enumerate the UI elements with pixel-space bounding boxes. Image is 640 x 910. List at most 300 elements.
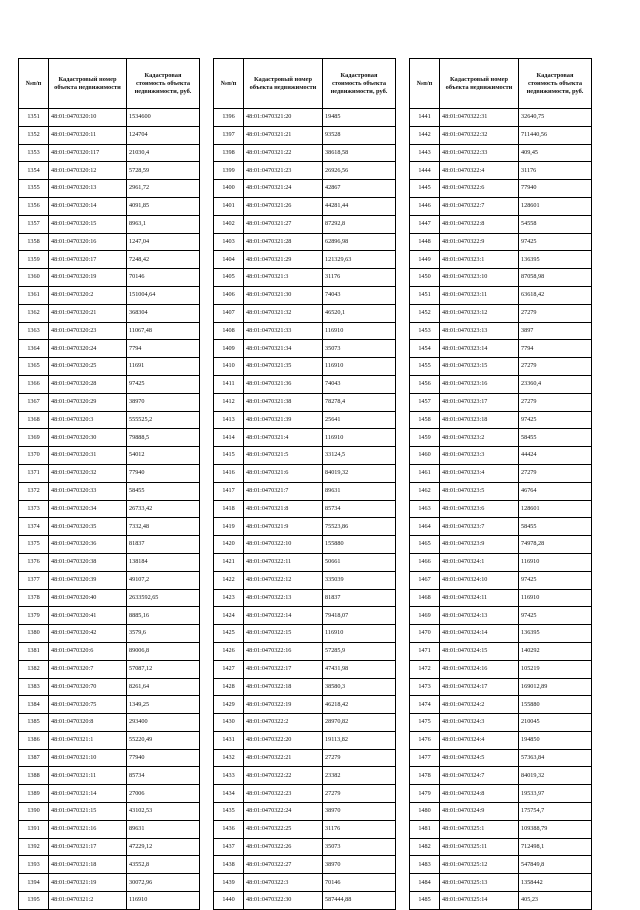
cell-cadastral-value: 5728,59 xyxy=(127,162,200,180)
cell-cadastral-number: 48:01:0470322:10 xyxy=(244,536,323,554)
cell-row-number: 1375 xyxy=(19,536,49,554)
table-row xyxy=(214,482,396,500)
table-row xyxy=(19,625,200,643)
cell-row-number: 1361 xyxy=(19,286,49,304)
cell-cadastral-number: 48:01:0470323:9 xyxy=(440,536,519,554)
cell-row-number: 1457 xyxy=(410,393,440,411)
cell-cadastral-value: 4091,85 xyxy=(127,197,200,215)
cell-cadastral-number: 48:01:0470321:4 xyxy=(244,429,323,447)
cell-cadastral-number: 48:01:0470322:19 xyxy=(244,696,323,714)
table-row xyxy=(214,767,396,785)
cell-cadastral-value: 77940 xyxy=(519,180,592,198)
cell-row-number: 1379 xyxy=(19,607,49,625)
table-row xyxy=(410,589,592,607)
cell-cadastral-value: 7794 xyxy=(127,340,200,358)
cell-cadastral-value: 405,23 xyxy=(519,892,592,910)
cell-cadastral-value: 26926,56 xyxy=(323,162,396,180)
cell-cadastral-value: 35073 xyxy=(323,838,396,856)
cell-cadastral-number: 48:01:0470322:4 xyxy=(440,162,519,180)
cell-cadastral-number: 48:01:0470325:11 xyxy=(440,838,519,856)
cell-cadastral-value: 97425 xyxy=(519,411,592,429)
cell-cadastral-number: 48:01:0470322:33 xyxy=(440,144,519,162)
table-row xyxy=(410,856,592,874)
cell-cadastral-number: 48:01:0470324:7 xyxy=(440,767,519,785)
cell-row-number: 1385 xyxy=(19,714,49,732)
cell-cadastral-value: 74978,28 xyxy=(519,536,592,554)
table-row xyxy=(410,411,592,429)
table-row xyxy=(19,536,200,554)
cell-cadastral-value: 712498,1 xyxy=(519,838,592,856)
table-row xyxy=(19,607,200,625)
cell-cadastral-number: 48:01:0470321:38 xyxy=(244,393,323,411)
cell-cadastral-value: 87058,98 xyxy=(519,269,592,287)
cell-row-number: 1364 xyxy=(19,340,49,358)
cell-cadastral-number: 48:01:0470321:2 xyxy=(49,892,127,910)
cell-row-number: 1453 xyxy=(410,322,440,340)
cell-row-number: 1485 xyxy=(410,892,440,910)
cell-cadastral-number: 48:01:0470325:14 xyxy=(440,892,519,910)
table-row xyxy=(410,874,592,892)
table-row xyxy=(19,464,200,482)
cell-row-number: 1421 xyxy=(214,553,244,571)
cell-cadastral-number: 48:01:0470320:25 xyxy=(49,358,127,376)
table-row xyxy=(410,197,592,215)
table-row xyxy=(19,269,200,287)
cell-row-number: 1400 xyxy=(214,180,244,198)
cell-row-number: 1354 xyxy=(19,162,49,180)
cell-cadastral-value: 46520,1 xyxy=(323,304,396,322)
table-row xyxy=(214,607,396,625)
cell-cadastral-value: 97425 xyxy=(519,233,592,251)
table-row xyxy=(410,180,592,198)
cell-cadastral-value: 1247,04 xyxy=(127,233,200,251)
cell-cadastral-number: 48:01:0470320:34 xyxy=(49,500,127,518)
cell-row-number: 1419 xyxy=(214,518,244,536)
cell-cadastral-value: 3579,6 xyxy=(127,625,200,643)
cell-cadastral-value: 28970,82 xyxy=(323,714,396,732)
cell-row-number: 1478 xyxy=(410,767,440,785)
cell-row-number: 1367 xyxy=(19,393,49,411)
table-row xyxy=(410,571,592,589)
cell-row-number: 1467 xyxy=(410,571,440,589)
header-num: №п/п xyxy=(214,59,244,109)
table-row xyxy=(19,553,200,571)
cell-cadastral-value: 293400 xyxy=(127,714,200,732)
table-row xyxy=(19,126,200,144)
cell-cadastral-value: 44281,44 xyxy=(323,197,396,215)
cell-row-number: 1479 xyxy=(410,785,440,803)
cell-cadastral-value: 33124,5 xyxy=(323,447,396,465)
table-row xyxy=(214,571,396,589)
cell-cadastral-number: 48:01:0470320:11 xyxy=(49,126,127,144)
cell-cadastral-value: 27279 xyxy=(519,358,592,376)
cell-row-number: 1450 xyxy=(410,269,440,287)
table-row xyxy=(410,233,592,251)
cell-cadastral-number: 48:01:0470321:15 xyxy=(49,803,127,821)
cell-cadastral-number: 48:01:0470322:13 xyxy=(244,589,323,607)
cell-cadastral-value: 116910 xyxy=(323,429,396,447)
cell-cadastral-value: 2633592,65 xyxy=(127,589,200,607)
cell-row-number: 1468 xyxy=(410,589,440,607)
cell-cadastral-value: 30072,96 xyxy=(127,874,200,892)
table-row xyxy=(214,785,396,803)
cell-cadastral-value: 711440,56 xyxy=(519,126,592,144)
cell-cadastral-number: 48:01:0470323:6 xyxy=(440,500,519,518)
table-row xyxy=(19,233,200,251)
cell-cadastral-number: 48:01:0470324:5 xyxy=(440,749,519,767)
cell-cadastral-number: 48:01:0470320:21 xyxy=(49,304,127,322)
table-row xyxy=(410,429,592,447)
cell-row-number: 1430 xyxy=(214,714,244,732)
cell-cadastral-number: 48:01:0470324:13 xyxy=(440,607,519,625)
cell-row-number: 1399 xyxy=(214,162,244,180)
header-cadastral-value: Кадастровая стоимость объекта недвижимости, руб. xyxy=(127,59,200,109)
table-row xyxy=(410,322,592,340)
cell-cadastral-number: 48:01:0470322:15 xyxy=(244,625,323,643)
cell-cadastral-value: 1534600 xyxy=(127,109,200,127)
cell-cadastral-number: 48:01:0470324:4 xyxy=(440,731,519,749)
cell-row-number: 1447 xyxy=(410,215,440,233)
cell-row-number: 1378 xyxy=(19,589,49,607)
cell-cadastral-value: 1358442 xyxy=(519,874,592,892)
table-header-row xyxy=(19,59,200,109)
table-row xyxy=(214,180,396,198)
cell-cadastral-value: 8261,64 xyxy=(127,678,200,696)
table-row xyxy=(19,678,200,696)
cell-cadastral-value: 116910 xyxy=(323,322,396,340)
table-row xyxy=(214,269,396,287)
table-row xyxy=(19,447,200,465)
table-row xyxy=(410,109,592,127)
table-row xyxy=(410,803,592,821)
cell-row-number: 1446 xyxy=(410,197,440,215)
cell-row-number: 1465 xyxy=(410,536,440,554)
cell-cadastral-value: 210045 xyxy=(519,714,592,732)
cell-cadastral-number: 48:01:0470324:8 xyxy=(440,785,519,803)
table-row xyxy=(214,215,396,233)
table-row xyxy=(214,518,396,536)
table-row xyxy=(19,820,200,838)
cell-cadastral-value: 105219 xyxy=(519,660,592,678)
table-row xyxy=(410,162,592,180)
cell-cadastral-value: 81837 xyxy=(127,536,200,554)
cell-cadastral-number: 48:01:0470321:32 xyxy=(244,304,323,322)
cell-cadastral-number: 48:01:0470321:35 xyxy=(244,358,323,376)
table-row xyxy=(19,767,200,785)
cell-cadastral-value: 121329,63 xyxy=(323,251,396,269)
cell-cadastral-value: 31176 xyxy=(519,162,592,180)
cell-cadastral-number: 48:01:0470320:40 xyxy=(49,589,127,607)
cell-row-number: 1452 xyxy=(410,304,440,322)
table-row xyxy=(214,696,396,714)
table-row xyxy=(214,803,396,821)
table-row xyxy=(19,197,200,215)
cell-cadastral-value: 27279 xyxy=(519,393,592,411)
table-row xyxy=(214,411,396,429)
cell-cadastral-value: 7794 xyxy=(519,340,592,358)
header-cadastral-value: Кадастровая стоимость объекта недвижимости, руб. xyxy=(519,59,592,109)
cell-cadastral-value: 587444,88 xyxy=(323,892,396,910)
cell-cadastral-value: 35073 xyxy=(323,340,396,358)
cell-row-number: 1351 xyxy=(19,109,49,127)
table-row xyxy=(214,375,396,393)
table-row xyxy=(19,482,200,500)
table-row xyxy=(410,358,592,376)
cell-cadastral-number: 48:01:0470323:13 xyxy=(440,322,519,340)
cell-cadastral-value: 21030,4 xyxy=(127,144,200,162)
cell-cadastral-value: 38970 xyxy=(323,856,396,874)
cell-cadastral-number: 48:01:0470320:15 xyxy=(49,215,127,233)
cell-cadastral-number: 48:01:0470323:18 xyxy=(440,411,519,429)
cell-cadastral-value: 194850 xyxy=(519,731,592,749)
cell-cadastral-value: 47229,12 xyxy=(127,838,200,856)
table-row xyxy=(19,109,200,127)
table-body xyxy=(19,109,200,910)
table-row xyxy=(214,144,396,162)
table-row xyxy=(19,411,200,429)
cell-row-number: 1365 xyxy=(19,358,49,376)
cell-row-number: 1425 xyxy=(214,625,244,643)
cell-cadastral-value: 19113,82 xyxy=(323,731,396,749)
cell-cadastral-number: 48:01:0470321:27 xyxy=(244,215,323,233)
cell-cadastral-number: 48:01:0470320:14 xyxy=(49,197,127,215)
cell-row-number: 1380 xyxy=(19,625,49,643)
cell-cadastral-value: 46764 xyxy=(519,482,592,500)
cell-cadastral-number: 48:01:0470322:22 xyxy=(244,767,323,785)
cell-cadastral-value: 70146 xyxy=(127,269,200,287)
cell-row-number: 1391 xyxy=(19,820,49,838)
table-row xyxy=(410,660,592,678)
cell-cadastral-value: 335039 xyxy=(323,571,396,589)
cell-cadastral-number: 48:01:0470322:6 xyxy=(440,180,519,198)
cell-row-number: 1360 xyxy=(19,269,49,287)
table-row xyxy=(214,500,396,518)
cell-cadastral-number: 48:01:0470322:20 xyxy=(244,731,323,749)
cell-row-number: 1451 xyxy=(410,286,440,304)
table-row xyxy=(19,340,200,358)
cell-cadastral-number: 48:01:0470322:27 xyxy=(244,856,323,874)
cell-row-number: 1445 xyxy=(410,180,440,198)
cell-cadastral-number: 48:01:0470323:2 xyxy=(440,429,519,447)
cell-row-number: 1480 xyxy=(410,803,440,821)
cell-cadastral-number: 48:01:0470322:2 xyxy=(244,714,323,732)
cell-cadastral-number: 48:01:0470321:7 xyxy=(244,482,323,500)
cell-cadastral-number: 48:01:0470322:23 xyxy=(244,785,323,803)
cell-cadastral-value: 79888,5 xyxy=(127,429,200,447)
cell-cadastral-number: 48:01:0470322:26 xyxy=(244,838,323,856)
cell-row-number: 1462 xyxy=(410,482,440,500)
cell-cadastral-value: 58455 xyxy=(519,429,592,447)
cell-cadastral-number: 48:01:0470325:12 xyxy=(440,856,519,874)
table-row xyxy=(410,536,592,554)
cell-cadastral-value: 38970 xyxy=(323,803,396,821)
cell-row-number: 1358 xyxy=(19,233,49,251)
cell-cadastral-value: 11691 xyxy=(127,358,200,376)
cell-cadastral-number: 48:01:0470320:6 xyxy=(49,642,127,660)
cell-cadastral-value: 27279 xyxy=(519,304,592,322)
cell-cadastral-value: 2961,72 xyxy=(127,180,200,198)
cell-row-number: 1394 xyxy=(19,874,49,892)
cell-cadastral-value: 31176 xyxy=(323,820,396,838)
cell-row-number: 1366 xyxy=(19,375,49,393)
cell-row-number: 1466 xyxy=(410,553,440,571)
cell-row-number: 1471 xyxy=(410,642,440,660)
cell-cadastral-number: 48:01:0470320:2 xyxy=(49,286,127,304)
cell-cadastral-number: 48:01:0470321:18 xyxy=(49,856,127,874)
cell-cadastral-value: 43102,53 xyxy=(127,803,200,821)
table-row xyxy=(214,109,396,127)
table-row xyxy=(19,286,200,304)
cell-row-number: 1368 xyxy=(19,411,49,429)
cell-cadastral-value: 128601 xyxy=(519,500,592,518)
cell-cadastral-value: 27279 xyxy=(519,464,592,482)
cell-cadastral-number: 48:01:0470322:21 xyxy=(244,749,323,767)
cell-cadastral-value: 116910 xyxy=(519,589,592,607)
cell-cadastral-value: 81837 xyxy=(323,589,396,607)
table-row xyxy=(410,553,592,571)
cell-row-number: 1434 xyxy=(214,785,244,803)
cell-row-number: 1387 xyxy=(19,749,49,767)
cell-cadastral-value: 138184 xyxy=(127,553,200,571)
table-row xyxy=(410,892,592,910)
cell-row-number: 1426 xyxy=(214,642,244,660)
cell-cadastral-number: 48:01:0470323:4 xyxy=(440,464,519,482)
cell-cadastral-value: 128601 xyxy=(519,197,592,215)
cell-cadastral-number: 48:01:0470322:8 xyxy=(440,215,519,233)
cell-row-number: 1477 xyxy=(410,749,440,767)
cell-cadastral-number: 48:01:0470322:17 xyxy=(244,660,323,678)
table-row xyxy=(214,874,396,892)
cell-cadastral-number: 48:01:0470322:30 xyxy=(244,892,323,910)
cell-cadastral-number: 48:01:0470325:13 xyxy=(440,874,519,892)
cell-row-number: 1481 xyxy=(410,820,440,838)
cell-row-number: 1449 xyxy=(410,251,440,269)
table-row xyxy=(410,126,592,144)
cell-cadastral-number: 48:01:0470320:19 xyxy=(49,269,127,287)
cell-cadastral-number: 48:01:0470321:36 xyxy=(244,375,323,393)
cell-row-number: 1370 xyxy=(19,447,49,465)
cadastral-table-2 xyxy=(213,58,396,910)
cell-row-number: 1422 xyxy=(214,571,244,589)
cell-cadastral-value: 57285,9 xyxy=(323,642,396,660)
cell-row-number: 1458 xyxy=(410,411,440,429)
table-row xyxy=(19,803,200,821)
cell-cadastral-number: 48:01:0470320:35 xyxy=(49,518,127,536)
table-row xyxy=(214,553,396,571)
cell-cadastral-value: 97425 xyxy=(519,571,592,589)
cell-row-number: 1402 xyxy=(214,215,244,233)
cell-cadastral-value: 116910 xyxy=(127,892,200,910)
cell-cadastral-number: 48:01:0470322:14 xyxy=(244,607,323,625)
cell-cadastral-number: 48:01:0470324:9 xyxy=(440,803,519,821)
cell-row-number: 1413 xyxy=(214,411,244,429)
table-row xyxy=(19,589,200,607)
cell-cadastral-value: 136395 xyxy=(519,251,592,269)
table-row xyxy=(214,322,396,340)
cell-cadastral-number: 48:01:0470321:17 xyxy=(49,838,127,856)
cell-cadastral-number: 48:01:0470321:19 xyxy=(49,874,127,892)
cell-cadastral-number: 48:01:0470320:12 xyxy=(49,162,127,180)
cell-cadastral-value: 79418,07 xyxy=(323,607,396,625)
cell-cadastral-value: 19485 xyxy=(323,109,396,127)
table-row xyxy=(410,269,592,287)
cell-cadastral-value: 140292 xyxy=(519,642,592,660)
cell-cadastral-number: 48:01:0470321:24 xyxy=(244,180,323,198)
table-row xyxy=(410,304,592,322)
cell-cadastral-number: 48:01:0470322:3 xyxy=(244,874,323,892)
cell-row-number: 1389 xyxy=(19,785,49,803)
table-row xyxy=(410,144,592,162)
table-row xyxy=(410,696,592,714)
cell-cadastral-value: 78278,4 xyxy=(323,393,396,411)
table-row xyxy=(19,251,200,269)
cell-cadastral-value: 38970 xyxy=(127,393,200,411)
cell-row-number: 1408 xyxy=(214,322,244,340)
table-row xyxy=(214,286,396,304)
cell-cadastral-number: 48:01:0470321:39 xyxy=(244,411,323,429)
cell-cadastral-number: 48:01:0470321:22 xyxy=(244,144,323,162)
cell-cadastral-value: 116910 xyxy=(323,358,396,376)
cell-cadastral-value: 84019,32 xyxy=(519,767,592,785)
table-row xyxy=(19,874,200,892)
cell-cadastral-value: 49107,2 xyxy=(127,571,200,589)
table-row xyxy=(410,785,592,803)
cell-cadastral-number: 48:01:0470322:31 xyxy=(440,109,519,127)
table-row xyxy=(214,731,396,749)
cell-row-number: 1429 xyxy=(214,696,244,714)
cell-row-number: 1474 xyxy=(410,696,440,714)
cell-row-number: 1396 xyxy=(214,109,244,127)
cell-cadastral-value: 77940 xyxy=(127,464,200,482)
table-row xyxy=(214,714,396,732)
cell-cadastral-number: 48:01:0470322:9 xyxy=(440,233,519,251)
table-row xyxy=(19,838,200,856)
cell-row-number: 1390 xyxy=(19,803,49,821)
cell-row-number: 1393 xyxy=(19,856,49,874)
cell-row-number: 1443 xyxy=(410,144,440,162)
cell-row-number: 1470 xyxy=(410,625,440,643)
cell-cadastral-number: 48:01:0470321:34 xyxy=(244,340,323,358)
cell-cadastral-number: 48:01:0470320:42 xyxy=(49,625,127,643)
cell-cadastral-value: 8963,1 xyxy=(127,215,200,233)
table-row xyxy=(410,447,592,465)
table-row xyxy=(214,838,396,856)
cell-row-number: 1363 xyxy=(19,322,49,340)
table-row xyxy=(214,678,396,696)
cell-cadastral-number: 48:01:0470323:14 xyxy=(440,340,519,358)
cell-cadastral-number: 48:01:0470320:39 xyxy=(49,571,127,589)
table-row xyxy=(410,464,592,482)
cell-row-number: 1372 xyxy=(19,482,49,500)
table-row xyxy=(214,126,396,144)
cell-cadastral-value: 8885,16 xyxy=(127,607,200,625)
cell-cadastral-value: 89006,8 xyxy=(127,642,200,660)
cell-row-number: 1475 xyxy=(410,714,440,732)
cell-cadastral-value: 23382 xyxy=(323,767,396,785)
table-row xyxy=(214,393,396,411)
cell-cadastral-value: 44424 xyxy=(519,447,592,465)
cell-cadastral-number: 48:01:0470321:29 xyxy=(244,251,323,269)
table-row xyxy=(214,251,396,269)
table-row xyxy=(214,429,396,447)
table-row xyxy=(214,304,396,322)
cell-cadastral-value: 109388,79 xyxy=(519,820,592,838)
cell-row-number: 1376 xyxy=(19,553,49,571)
cell-cadastral-number: 48:01:0470321:20 xyxy=(244,109,323,127)
cell-cadastral-value: 116910 xyxy=(323,625,396,643)
cell-row-number: 1401 xyxy=(214,197,244,215)
cell-cadastral-value: 27279 xyxy=(323,785,396,803)
